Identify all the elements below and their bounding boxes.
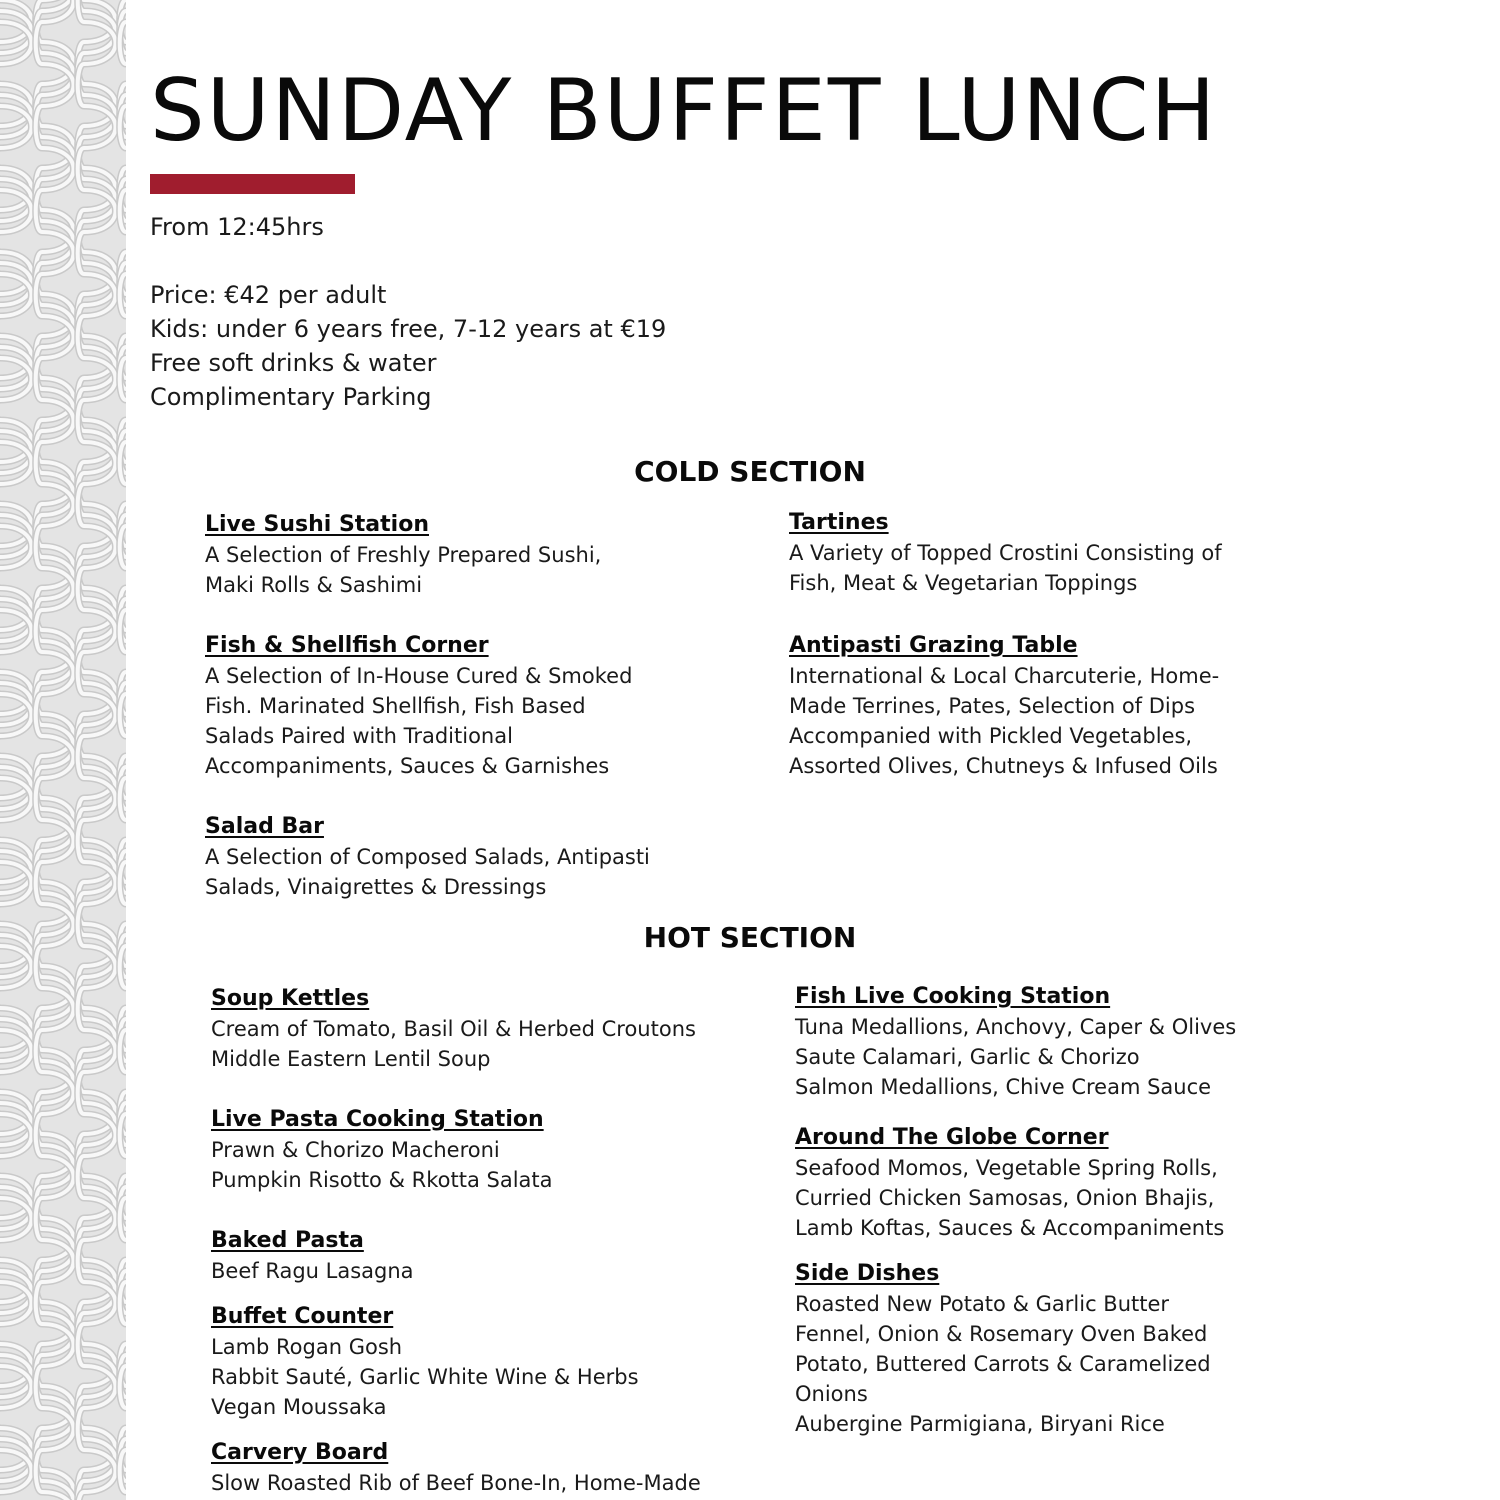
menu-item-buffet-counter xyxy=(211,1302,639,1422)
menu-item-tartines xyxy=(789,508,1222,598)
item-description-line: Salads Paired with Traditional xyxy=(205,724,513,748)
intro-time: From 12:45hrs xyxy=(150,213,324,241)
item-description-line: Maki Rolls & Sashimi xyxy=(205,573,423,597)
menu-item-salad-bar xyxy=(205,812,650,902)
item-description-line: Fennel, Onion & Rosemary Oven Baked xyxy=(795,1322,1208,1346)
item-description-line: Prawn & Chorizo Macheroni xyxy=(211,1138,500,1162)
intro-parking: Complimentary Parking xyxy=(150,383,432,411)
item-description-line: Lamb Rogan Gosh xyxy=(211,1335,403,1359)
item-description-line: A Selection of In-House Cured & Smoked xyxy=(205,664,633,688)
item-description-line: Salmon Medallions, Chive Cream Sauce xyxy=(795,1075,1212,1099)
menu-item-live-sushi-station xyxy=(205,510,601,600)
item-heading: Antipasti Grazing Table xyxy=(789,633,1078,658)
cold-section-heading: COLD SECTION xyxy=(634,455,866,488)
item-description-line: Rabbit Sauté, Garlic White Wine & Herbs xyxy=(211,1365,639,1389)
item-heading: Tartines xyxy=(789,510,889,535)
menu-item-soup-kettles xyxy=(211,984,696,1074)
item-heading: Around The Globe Corner xyxy=(795,1125,1109,1150)
title-accent-bar xyxy=(150,174,355,194)
menu-item-antipasti-grazing-table xyxy=(789,631,1219,781)
item-description-line: Roasted New Potato & Garlic Butter xyxy=(795,1292,1170,1316)
item-heading: Baked Pasta xyxy=(211,1228,364,1253)
item-description-line: Accompaniments, Sauces & Garnishes xyxy=(205,754,610,778)
menu-item-carvery-board xyxy=(211,1438,701,1498)
item-description-line: Made Terrines, Pates, Selection of Dips xyxy=(789,694,1196,718)
item-description-line: Middle Eastern Lentil Soup xyxy=(211,1047,491,1071)
intro-kids-price: Kids: under 6 years free, 7-12 years at €19 xyxy=(150,315,667,343)
item-description-line: Assorted Olives, Chutneys & Infused Oils xyxy=(789,754,1218,778)
menu-item-baked-pasta xyxy=(211,1226,414,1286)
item-description-line: Aubergine Parmigiana, Biryani Rice xyxy=(795,1412,1165,1436)
item-description-line: A Selection of Composed Salads, Antipasti xyxy=(205,845,650,869)
menu-item-side-dishes xyxy=(795,1259,1211,1439)
item-description-line: Salads, Vinaigrettes & Dressings xyxy=(205,875,547,899)
item-heading: Fish & Shellfish Corner xyxy=(205,633,489,658)
item-description-line: Potato, Buttered Carrots & Caramelized xyxy=(795,1352,1211,1376)
item-description-line: Accompanied with Pickled Vegetables, xyxy=(789,724,1193,748)
item-description-line: Onions xyxy=(795,1382,868,1406)
item-heading: Soup Kettles xyxy=(211,986,370,1011)
item-description-line: A Variety of Topped Crostini Consisting of xyxy=(789,541,1222,565)
wave-pattern-graphic xyxy=(0,0,126,1500)
decorative-pattern-strip xyxy=(0,0,126,1500)
item-heading: Live Pasta Cooking Station xyxy=(211,1107,544,1132)
item-description-line: Cream of Tomato, Basil Oil & Herbed Croutons xyxy=(211,1017,696,1041)
item-heading: Fish Live Cooking Station xyxy=(795,984,1111,1009)
item-description-line: A Selection of Freshly Prepared Sushi, xyxy=(205,543,602,567)
item-description-line: Slow Roasted Rib of Beef Bone-In, Home-Made xyxy=(211,1471,701,1495)
item-description-line: Pumpkin Risotto & Rkotta Salata xyxy=(211,1168,553,1192)
item-heading: Live Sushi Station xyxy=(205,512,429,537)
item-heading: Buffet Counter xyxy=(211,1304,394,1329)
item-description-line: Lamb Koftas, Sauces & Accompaniments xyxy=(795,1216,1225,1240)
item-heading: Carvery Board xyxy=(211,1440,389,1465)
item-description-line: International & Local Charcuterie, Home- xyxy=(789,664,1220,688)
page-title: SUNDAY BUFFET LUNCH xyxy=(150,61,1218,161)
menu-item-fish-live-cooking-station xyxy=(795,982,1236,1102)
item-heading: Side Dishes xyxy=(795,1261,940,1286)
item-heading: Salad Bar xyxy=(205,814,324,839)
item-description-line: Fish. Marinated Shellfish, Fish Based xyxy=(205,694,586,718)
item-description-line: Tuna Medallions, Anchovy, Caper & Olives xyxy=(795,1015,1237,1039)
item-description-line: Vegan Moussaka xyxy=(211,1395,387,1419)
item-description-line: Curried Chicken Samosas, Onion Bhajis, xyxy=(795,1186,1215,1210)
menu-item-around-the-globe-corner xyxy=(795,1123,1224,1243)
menu-item-fish-shellfish-corner xyxy=(205,631,632,781)
menu-item-live-pasta-cooking-station xyxy=(211,1105,553,1195)
intro-drinks: Free soft drinks & water xyxy=(150,349,437,377)
item-description-line: Fish, Meat & Vegetarian Toppings xyxy=(789,571,1138,595)
item-description-line: Saute Calamari, Garlic & Chorizo xyxy=(795,1045,1140,1069)
item-description-line: Seafood Momos, Vegetable Spring Rolls, xyxy=(795,1156,1218,1180)
intro-price: Price: €42 per adult xyxy=(150,281,387,309)
hot-section-heading: HOT SECTION xyxy=(643,921,857,954)
item-description-line: Beef Ragu Lasagna xyxy=(211,1259,414,1283)
